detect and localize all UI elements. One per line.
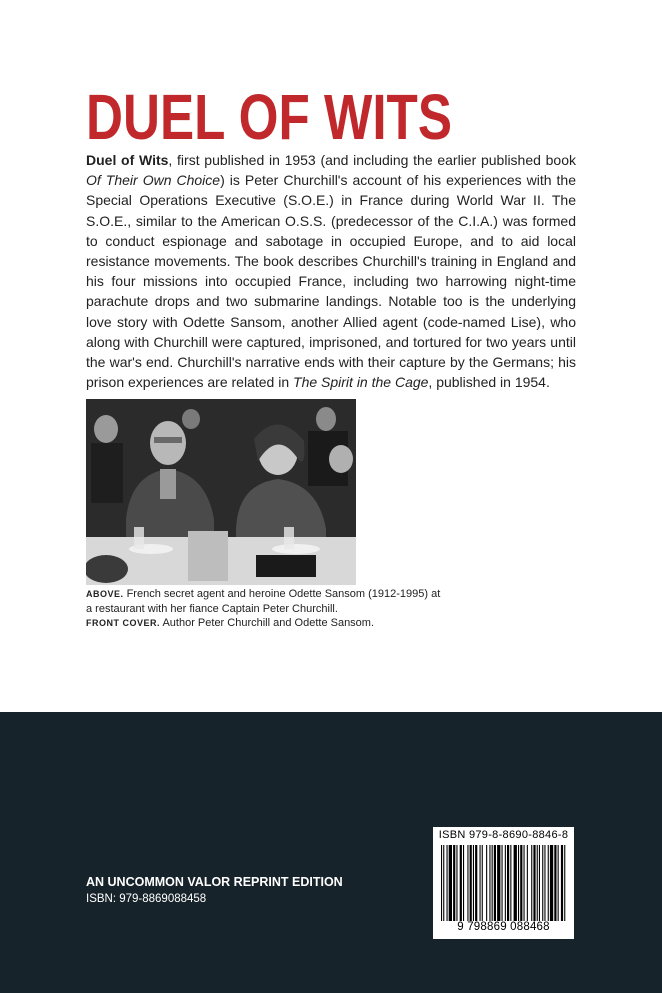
barcode-bar	[482, 845, 483, 921]
barcode-bar	[544, 845, 545, 921]
caption-above-text: French secret agent and heroine Odette Sansom (1912-1995) at a restaurant with her fiance Captain Peter Churchill.	[86, 588, 441, 615]
barcode-bars	[439, 845, 568, 921]
barcode-bar	[561, 845, 563, 921]
barcode-bar	[533, 845, 535, 921]
photo-illustration	[86, 399, 356, 585]
barcode-bar	[460, 845, 462, 921]
barcode-bar	[558, 845, 559, 921]
description-sequel-book: The Spirit in the Cage	[293, 374, 429, 391]
barcode-bar	[510, 845, 511, 921]
barcode-bar	[520, 845, 522, 921]
caption-front-label: FRONT COVER.	[86, 618, 161, 628]
edition-label: AN UNCOMMON VALOR REPRINT EDITION	[86, 875, 343, 889]
barcode-bar	[502, 845, 503, 921]
barcode-bar	[441, 845, 442, 921]
caption-above	[86, 587, 446, 616]
barcode-bar	[467, 845, 468, 921]
barcode-bar	[480, 845, 481, 921]
barcode-bar	[489, 845, 490, 921]
barcode-bar	[449, 845, 452, 921]
photo-caption	[86, 587, 446, 631]
description-part-1: , first published in 1953 (and including the earlier published book	[168, 152, 576, 168]
barcode-digits: 9 798869 088468	[457, 921, 550, 933]
barcode-bar	[554, 845, 556, 921]
barcode-bar	[531, 845, 532, 921]
historic-photo	[86, 399, 356, 585]
barcode-bar	[518, 845, 519, 921]
isbn-line: ISBN: 979-8869088458	[86, 893, 207, 905]
barcode-bar	[456, 845, 457, 921]
barcode-bar	[463, 845, 464, 921]
barcode	[433, 827, 574, 939]
barcode-bar	[550, 845, 553, 921]
barcode-isbn-label: ISBN 979-8-8690-8846-8	[438, 829, 569, 841]
barcode-bar	[497, 845, 500, 921]
cover-footer	[0, 712, 662, 993]
book-description	[86, 150, 576, 392]
barcode-bar	[470, 845, 472, 921]
barcode-bar	[443, 845, 444, 921]
barcode-bar	[447, 845, 448, 921]
barcode-bar	[473, 845, 474, 921]
barcode-bar	[505, 845, 506, 921]
caption-above-label: ABOVE.	[86, 589, 124, 599]
barcode-bar	[564, 845, 565, 921]
description-earlier-book: Of Their Own Choice	[86, 172, 221, 189]
caption-front-cover	[86, 616, 446, 631]
barcode-bar	[537, 845, 538, 921]
barcode-bar	[524, 845, 525, 921]
barcode-bar	[527, 845, 528, 921]
barcode-bar	[494, 845, 496, 921]
description-book-title: Duel of Wits	[86, 152, 169, 168]
barcode-bar	[486, 845, 487, 921]
description-part-3: , published in 1954.	[428, 374, 550, 391]
barcode-bar	[542, 845, 543, 921]
barcode-bar	[539, 845, 540, 921]
caption-front-text: Author Peter Churchill and Odette Sansom.	[160, 617, 375, 629]
barcode-bar	[492, 845, 493, 921]
book-title: DUEL OF WITS	[86, 81, 452, 153]
barcode-bar	[475, 845, 477, 921]
barcode-bar	[548, 845, 549, 921]
barcode-bar	[453, 845, 455, 921]
description-part-2: ) is Peter Churchill's account of his experiences with the Special Operations Executive (S.O.E.) in France during World War II. The S.O.E., similar to the American O.S.S. (predecessor of the C.I.A.) was formed to conduct espionage and sabotage in occupied Europe, and to aid local resistance movements. The book describes Churchill's training in England and his four missions into occupied France, including two harrowing night-time parachute drops and two submarine landings. Notable too is the underlying love story with Odette Sansom, another Allied agent (code-named Lise), who along with Churchill were captured, imprisoned, and tortured for two years until the war's end. Churchill's narrative ends with their capture by the Germans; his prison experiences are related in	[86, 172, 576, 391]
barcode-bar	[507, 845, 509, 921]
barcode-bar	[514, 845, 517, 921]
